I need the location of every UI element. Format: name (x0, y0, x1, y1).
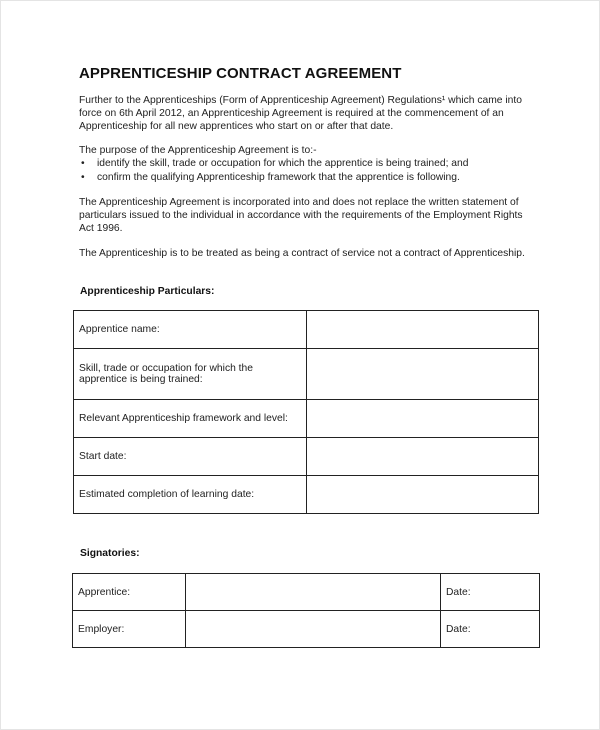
date-label: Date: (441, 611, 540, 648)
incorporation-paragraph (79, 196, 549, 235)
document-title: APPRENTICESHIP CONTRACT AGREEMENT (79, 65, 402, 82)
field-label: Skill, trade or occupation for which the apprentice is being trained: (74, 349, 307, 400)
field-value[interactable] (307, 438, 539, 476)
signatories-table (72, 573, 540, 648)
purpose-heading: The purpose of the Apprenticeship Agreement is to:- (79, 145, 317, 156)
signatories-heading: Signatories: (80, 548, 140, 559)
text-line: Act 1996. (79, 223, 123, 234)
bullet-item (81, 171, 460, 184)
text-line: The Apprenticeship Agreement is incorporated into and does not replace the written statement of (79, 197, 519, 208)
field-label: Start date: (74, 438, 307, 476)
field-value[interactable] (307, 311, 539, 349)
signature-field[interactable] (186, 574, 441, 611)
text-line: particulars issued to the individual in accordance with the requirements of the Employment Rights (79, 210, 523, 221)
table-row (74, 400, 539, 438)
particulars-table (73, 310, 539, 514)
table-row (74, 438, 539, 476)
bullet-text: confirm the qualifying Apprenticeship framework that the apprentice is following. (97, 172, 460, 183)
bullet-icon: • (81, 158, 85, 169)
table-row (73, 611, 540, 648)
field-label: Apprentice name: (74, 311, 307, 349)
field-value[interactable] (307, 349, 539, 400)
date-label: Date: (441, 574, 540, 611)
signature-field[interactable] (186, 611, 441, 648)
table-row (73, 574, 540, 611)
particulars-heading: Apprenticeship Particulars: (80, 286, 215, 297)
bullet-text: identify the skill, trade or occupation for which the apprentice is being trained; and (97, 158, 469, 169)
field-value[interactable] (307, 400, 539, 438)
field-value[interactable] (307, 476, 539, 514)
contract-note: The Apprenticeship is to be treated as being a contract of service not a contract of Apprenticeship. (79, 248, 525, 259)
table-row (74, 476, 539, 514)
text-line: force on 6th April 2012, an Apprenticeship Agreement is required at the commencement of an (79, 108, 504, 119)
signatory-role: Employer: (73, 611, 186, 648)
bullet-item (81, 157, 468, 170)
intro-paragraph (79, 94, 549, 133)
text-line: Apprenticeship for all new apprentices who start on or after that date. (79, 121, 394, 132)
bullet-icon: • (81, 172, 85, 183)
table-row (74, 311, 539, 349)
signatory-role: Apprentice: (73, 574, 186, 611)
text-line: Further to the Apprenticeships (Form of Apprenticeship Agreement) Regulations¹ which came into (79, 95, 522, 106)
field-label: Estimated completion of learning date: (74, 476, 307, 514)
table-row (74, 349, 539, 400)
field-label: Relevant Apprenticeship framework and level: (74, 400, 307, 438)
